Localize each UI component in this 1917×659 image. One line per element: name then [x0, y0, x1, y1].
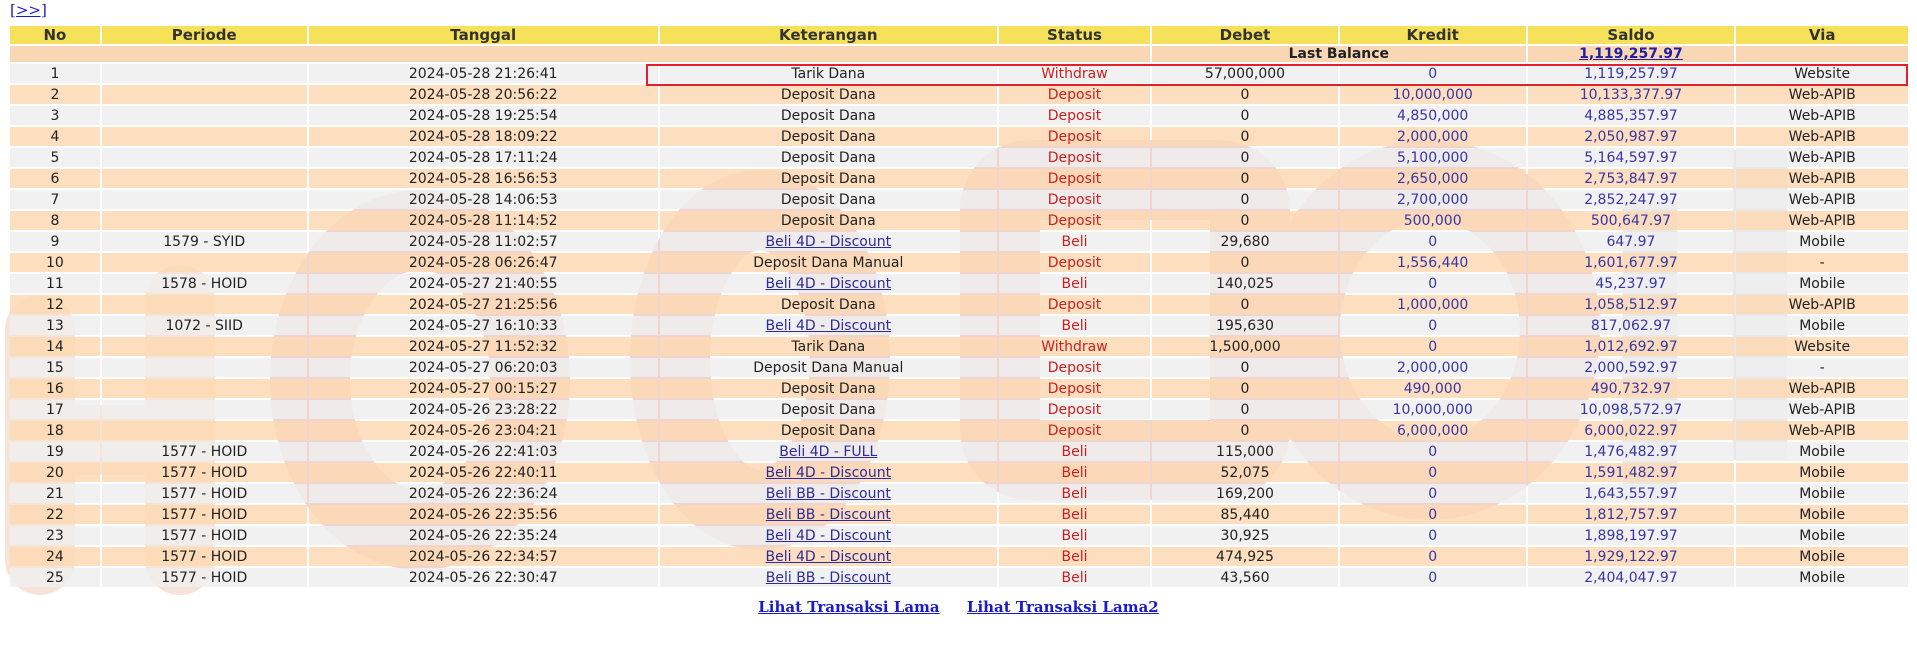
table-row [10, 442, 1908, 461]
row-debet: 0 [1152, 253, 1338, 272]
row-keterangan: Deposit Dana [660, 85, 997, 104]
next-page-link[interactable]: [>>] [10, 1, 47, 19]
row-tanggal: 2024-05-27 16:10:33 [309, 316, 658, 335]
row-kredit: 0 [1340, 568, 1526, 587]
row-tanggal: 2024-05-26 22:35:24 [309, 526, 658, 545]
row-via: Web-APIB [1736, 169, 1908, 188]
row-periode: 1577 - HOID [102, 568, 307, 587]
row-kredit: 0 [1340, 442, 1526, 461]
row-no: 14 [10, 337, 100, 356]
row-kredit: 490,000 [1340, 379, 1526, 398]
row-tanggal: 2024-05-26 22:30:47 [309, 568, 658, 587]
row-via: - [1736, 358, 1908, 377]
row-via: Web-APIB [1736, 211, 1908, 230]
row-periode: 1578 - HOID [102, 274, 307, 293]
row-periode [102, 211, 307, 230]
transaction-detail-link[interactable]: Beli 4D - Discount [765, 275, 892, 292]
row-keterangan [660, 316, 997, 335]
row-kredit: 0 [1340, 526, 1526, 545]
row-tanggal: 2024-05-27 11:52:32 [309, 337, 658, 356]
row-via: Web-APIB [1736, 85, 1908, 104]
row-periode [102, 379, 307, 398]
row-debet: 0 [1152, 358, 1338, 377]
transaction-detail-link[interactable]: Beli 4D - Discount [765, 233, 892, 250]
transaction-detail-link[interactable]: Beli 4D - Discount [765, 548, 892, 565]
row-debet: 0 [1152, 211, 1338, 230]
col-header-saldo: Saldo [1528, 26, 1735, 44]
row-no: 7 [10, 190, 100, 209]
row-tanggal: 2024-05-28 11:14:52 [309, 211, 658, 230]
row-via: Website [1736, 337, 1908, 356]
row-debet: 0 [1152, 190, 1338, 209]
row-no: 12 [10, 295, 100, 314]
row-kredit: 1,556,440 [1340, 253, 1526, 272]
row-kredit: 2,000,000 [1340, 358, 1526, 377]
row-status: Withdraw [999, 64, 1150, 83]
old-transactions-link[interactable]: Lihat Transaksi Lama [758, 598, 940, 616]
table-row [10, 505, 1908, 524]
row-tanggal: 2024-05-26 22:35:56 [309, 505, 658, 524]
col-header-via: Via [1736, 26, 1908, 44]
row-no: 1 [10, 64, 100, 83]
row-saldo: 2,852,247.97 [1528, 190, 1735, 209]
row-saldo: 1,643,557.97 [1528, 484, 1735, 503]
transaction-detail-link[interactable]: Beli BB - Discount [765, 569, 891, 586]
row-keterangan: Deposit Dana [660, 106, 997, 125]
table-row [10, 379, 1908, 398]
row-status: Beli [999, 274, 1150, 293]
row-via: Mobile [1736, 505, 1908, 524]
row-no: 13 [10, 316, 100, 335]
row-debet: 0 [1152, 169, 1338, 188]
row-saldo: 1,601,677.97 [1528, 253, 1735, 272]
col-header-kredit: Kredit [1340, 26, 1526, 44]
row-status: Beli [999, 505, 1150, 524]
row-no: 17 [10, 400, 100, 419]
row-via: Mobile [1736, 316, 1908, 335]
row-debet: 1,500,000 [1152, 337, 1338, 356]
row-saldo: 2,404,047.97 [1528, 568, 1735, 587]
row-kredit: 4,850,000 [1340, 106, 1526, 125]
row-via: Web-APIB [1736, 379, 1908, 398]
row-periode [102, 358, 307, 377]
row-via: Mobile [1736, 274, 1908, 293]
row-periode: 1577 - HOID [102, 484, 307, 503]
table-row [10, 526, 1908, 545]
row-periode: 1577 - HOID [102, 505, 307, 524]
row-tanggal: 2024-05-26 22:41:03 [309, 442, 658, 461]
row-status: Deposit [999, 169, 1150, 188]
row-kredit: 0 [1340, 463, 1526, 482]
table-row [10, 358, 1908, 377]
row-no: 9 [10, 232, 100, 251]
row-via: Mobile [1736, 568, 1908, 587]
row-debet: 0 [1152, 127, 1338, 146]
transaction-table [8, 24, 1910, 589]
row-periode: 1577 - HOID [102, 547, 307, 566]
row-keterangan: Deposit Dana [660, 295, 997, 314]
table-row [10, 484, 1908, 503]
row-debet: 0 [1152, 400, 1338, 419]
row-kredit: 0 [1340, 547, 1526, 566]
row-keterangan [660, 442, 997, 461]
row-saldo: 2,000,592.97 [1528, 358, 1735, 377]
row-periode [102, 148, 307, 167]
row-keterangan: Deposit Dana [660, 421, 997, 440]
row-kredit: 2,700,000 [1340, 190, 1526, 209]
row-periode: 1072 - SIID [102, 316, 307, 335]
row-debet: 52,075 [1152, 463, 1338, 482]
row-debet: 195,630 [1152, 316, 1338, 335]
row-saldo: 1,591,482.97 [1528, 463, 1735, 482]
row-kredit: 2,000,000 [1340, 127, 1526, 146]
row-periode [102, 106, 307, 125]
row-status: Beli [999, 484, 1150, 503]
row-saldo: 5,164,597.97 [1528, 148, 1735, 167]
row-via: Web-APIB [1736, 400, 1908, 419]
table-row [10, 169, 1908, 188]
table-row [10, 400, 1908, 419]
row-kredit: 2,650,000 [1340, 169, 1526, 188]
row-kredit: 10,000,000 [1340, 85, 1526, 104]
row-debet: 474,925 [1152, 547, 1338, 566]
row-saldo: 817,062.97 [1528, 316, 1735, 335]
row-status: Deposit [999, 421, 1150, 440]
row-kredit: 1,000,000 [1340, 295, 1526, 314]
row-keterangan [660, 484, 997, 503]
row-kredit: 10,000,000 [1340, 400, 1526, 419]
row-debet: 29,680 [1152, 232, 1338, 251]
row-keterangan [660, 526, 997, 545]
table-row [10, 232, 1908, 251]
row-via: Web-APIB [1736, 127, 1908, 146]
row-debet: 0 [1152, 85, 1338, 104]
row-saldo: 6,000,022.97 [1528, 421, 1735, 440]
col-header-tanggal: Tanggal [309, 26, 658, 44]
table-row [10, 253, 1908, 272]
row-status: Deposit [999, 400, 1150, 419]
row-tanggal: 2024-05-28 06:26:47 [309, 253, 658, 272]
table-row [10, 547, 1908, 566]
row-no: 18 [10, 421, 100, 440]
row-via: Web-APIB [1736, 106, 1908, 125]
row-status: Beli [999, 316, 1150, 335]
row-via: Website [1736, 64, 1908, 83]
row-no: 2 [10, 85, 100, 104]
row-debet: 0 [1152, 148, 1338, 167]
row-status: Deposit [999, 253, 1150, 272]
table-row [10, 337, 1908, 356]
row-status: Beli [999, 442, 1150, 461]
row-tanggal: 2024-05-28 11:02:57 [309, 232, 658, 251]
table-row [10, 295, 1908, 314]
row-status: Beli [999, 526, 1150, 545]
row-saldo: 500,647.97 [1528, 211, 1735, 230]
row-debet: 0 [1152, 421, 1338, 440]
row-status: Deposit [999, 148, 1150, 167]
row-periode [102, 253, 307, 272]
table-row [10, 211, 1908, 230]
row-no: 6 [10, 169, 100, 188]
row-status: Beli [999, 547, 1150, 566]
row-periode: 1577 - HOID [102, 442, 307, 461]
row-debet: 0 [1152, 106, 1338, 125]
row-saldo: 1,058,512.97 [1528, 295, 1735, 314]
row-status: Deposit [999, 106, 1150, 125]
row-tanggal: 2024-05-27 06:20:03 [309, 358, 658, 377]
row-kredit: 6,000,000 [1340, 421, 1526, 440]
row-no: 21 [10, 484, 100, 503]
row-tanggal: 2024-05-26 22:36:24 [309, 484, 658, 503]
row-kredit: 0 [1340, 64, 1526, 83]
row-no: 15 [10, 358, 100, 377]
row-saldo: 1,476,482.97 [1528, 442, 1735, 461]
row-saldo: 1,012,692.97 [1528, 337, 1735, 356]
row-debet: 30,925 [1152, 526, 1338, 545]
row-keterangan [660, 232, 997, 251]
row-periode [102, 127, 307, 146]
table-row [10, 421, 1908, 440]
row-no: 24 [10, 547, 100, 566]
row-keterangan: Deposit Dana [660, 211, 997, 230]
top-nav [10, 1, 47, 19]
row-keterangan [660, 547, 997, 566]
row-saldo: 2,753,847.97 [1528, 169, 1735, 188]
header-row [10, 26, 1908, 44]
row-saldo: 45,237.97 [1528, 274, 1735, 293]
row-debet: 169,200 [1152, 484, 1338, 503]
transaction-detail-link[interactable]: Beli BB - Discount [765, 485, 891, 502]
row-tanggal: 2024-05-28 19:25:54 [309, 106, 658, 125]
row-keterangan: Deposit Dana [660, 190, 997, 209]
row-keterangan: Deposit Dana Manual [660, 253, 997, 272]
row-tanggal: 2024-05-28 14:06:53 [309, 190, 658, 209]
row-debet: 140,025 [1152, 274, 1338, 293]
row-no: 4 [10, 127, 100, 146]
row-saldo: 10,098,572.97 [1528, 400, 1735, 419]
row-keterangan [660, 505, 997, 524]
row-tanggal: 2024-05-26 22:40:11 [309, 463, 658, 482]
row-status: Deposit [999, 211, 1150, 230]
row-keterangan: Deposit Dana [660, 127, 997, 146]
row-tanggal: 2024-05-28 16:56:53 [309, 169, 658, 188]
row-status: Deposit [999, 379, 1150, 398]
row-kredit: 0 [1340, 274, 1526, 293]
row-status: Deposit [999, 127, 1150, 146]
col-header-no: No [10, 26, 100, 44]
row-no: 8 [10, 211, 100, 230]
row-status: Beli [999, 568, 1150, 587]
row-keterangan [660, 568, 997, 587]
last-balance-value: 1,119,257.97 [1528, 46, 1735, 62]
transaction-detail-link[interactable]: Beli 4D - Discount [765, 464, 892, 481]
row-via: Mobile [1736, 463, 1908, 482]
row-saldo: 490,732.97 [1528, 379, 1735, 398]
row-kredit: 5,100,000 [1340, 148, 1526, 167]
row-kredit: 500,000 [1340, 211, 1526, 230]
row-no: 11 [10, 274, 100, 293]
row-tanggal: 2024-05-28 21:26:41 [309, 64, 658, 83]
last-balance-label: Last Balance [1152, 46, 1525, 62]
row-periode [102, 169, 307, 188]
row-status: Beli [999, 463, 1150, 482]
row-kredit: 0 [1340, 232, 1526, 251]
row-kredit: 0 [1340, 484, 1526, 503]
row-debet: 57,000,000 [1152, 64, 1338, 83]
row-saldo: 1,929,122.97 [1528, 547, 1735, 566]
transaction-detail-link[interactable]: Beli 4D - Discount [765, 527, 892, 544]
table-row [10, 190, 1908, 209]
row-debet: 0 [1152, 295, 1338, 314]
table-row [10, 148, 1908, 167]
row-tanggal: 2024-05-28 20:56:22 [309, 85, 658, 104]
row-saldo: 1,898,197.97 [1528, 526, 1735, 545]
table-row [10, 127, 1908, 146]
footer-links [0, 598, 1917, 616]
row-debet: 115,000 [1152, 442, 1338, 461]
row-kredit: 0 [1340, 337, 1526, 356]
row-tanggal: 2024-05-28 17:11:24 [309, 148, 658, 167]
row-keterangan: Deposit Dana [660, 169, 997, 188]
table-row [10, 568, 1908, 587]
col-header-debet: Debet [1152, 26, 1338, 44]
row-tanggal: 2024-05-27 21:25:56 [309, 295, 658, 314]
row-no: 5 [10, 148, 100, 167]
row-keterangan: Deposit Dana Manual [660, 358, 997, 377]
row-keterangan: Deposit Dana [660, 400, 997, 419]
table-row [10, 106, 1908, 125]
row-periode [102, 400, 307, 419]
row-saldo: 2,050,987.97 [1528, 127, 1735, 146]
row-periode [102, 64, 307, 83]
row-saldo: 4,885,357.97 [1528, 106, 1735, 125]
transaction-detail-link[interactable]: Beli 4D - Discount [765, 317, 892, 334]
row-status: Deposit [999, 358, 1150, 377]
row-tanggal: 2024-05-26 22:34:57 [309, 547, 658, 566]
row-via: Mobile [1736, 442, 1908, 461]
row-status: Withdraw [999, 337, 1150, 356]
row-via: Mobile [1736, 232, 1908, 251]
row-keterangan: Tarik Dana [660, 64, 997, 83]
row-keterangan [660, 274, 997, 293]
transaction-detail-link[interactable]: Beli 4D - FULL [779, 443, 878, 460]
table-row [10, 274, 1908, 293]
row-tanggal: 2024-05-26 23:28:22 [309, 400, 658, 419]
row-periode: 1577 - HOID [102, 463, 307, 482]
row-saldo: 1,119,257.97 [1528, 64, 1735, 83]
row-saldo: 1,812,757.97 [1528, 505, 1735, 524]
row-via: Mobile [1736, 526, 1908, 545]
row-periode: 1579 - SYID [102, 232, 307, 251]
row-keterangan: Deposit Dana [660, 148, 997, 167]
row-via: - [1736, 253, 1908, 272]
col-header-keterangan: Keterangan [660, 26, 997, 44]
row-no: 19 [10, 442, 100, 461]
row-saldo: 10,133,377.97 [1528, 85, 1735, 104]
row-no: 3 [10, 106, 100, 125]
row-kredit: 0 [1340, 316, 1526, 335]
row-status: Deposit [999, 190, 1150, 209]
row-keterangan: Deposit Dana [660, 379, 997, 398]
row-via: Web-APIB [1736, 148, 1908, 167]
col-header-periode: Periode [102, 26, 307, 44]
row-periode [102, 190, 307, 209]
row-tanggal: 2024-05-28 18:09:22 [309, 127, 658, 146]
row-debet: 0 [1152, 379, 1338, 398]
row-tanggal: 2024-05-26 23:04:21 [309, 421, 658, 440]
row-saldo: 647.97 [1528, 232, 1735, 251]
row-no: 16 [10, 379, 100, 398]
row-periode [102, 85, 307, 104]
table-row [10, 85, 1908, 104]
row-tanggal: 2024-05-27 00:15:27 [309, 379, 658, 398]
last-balance-row [10, 46, 1908, 62]
table-row [10, 64, 1908, 83]
row-status: Deposit [999, 85, 1150, 104]
row-tanggal: 2024-05-27 21:40:55 [309, 274, 658, 293]
row-status: Deposit [999, 295, 1150, 314]
row-keterangan [660, 463, 997, 482]
row-status: Beli [999, 232, 1150, 251]
row-periode [102, 295, 307, 314]
row-no: 10 [10, 253, 100, 272]
row-via: Mobile [1736, 547, 1908, 566]
row-via: Web-APIB [1736, 190, 1908, 209]
row-kredit: 0 [1340, 505, 1526, 524]
row-via: Web-APIB [1736, 421, 1908, 440]
row-keterangan: Tarik Dana [660, 337, 997, 356]
row-no: 22 [10, 505, 100, 524]
row-via: Mobile [1736, 484, 1908, 503]
row-periode [102, 421, 307, 440]
row-periode [102, 337, 307, 356]
row-debet: 43,560 [1152, 568, 1338, 587]
row-no: 20 [10, 463, 100, 482]
row-no: 23 [10, 526, 100, 545]
row-debet: 85,440 [1152, 505, 1338, 524]
row-periode: 1577 - HOID [102, 526, 307, 545]
transaction-detail-link[interactable]: Beli BB - Discount [765, 506, 891, 523]
row-no: 25 [10, 568, 100, 587]
table-row [10, 316, 1908, 335]
row-via: Web-APIB [1736, 295, 1908, 314]
col-header-status: Status [999, 26, 1150, 44]
old-transactions-link-2[interactable]: Lihat Transaksi Lama2 [966, 598, 1159, 616]
table-row [10, 463, 1908, 482]
